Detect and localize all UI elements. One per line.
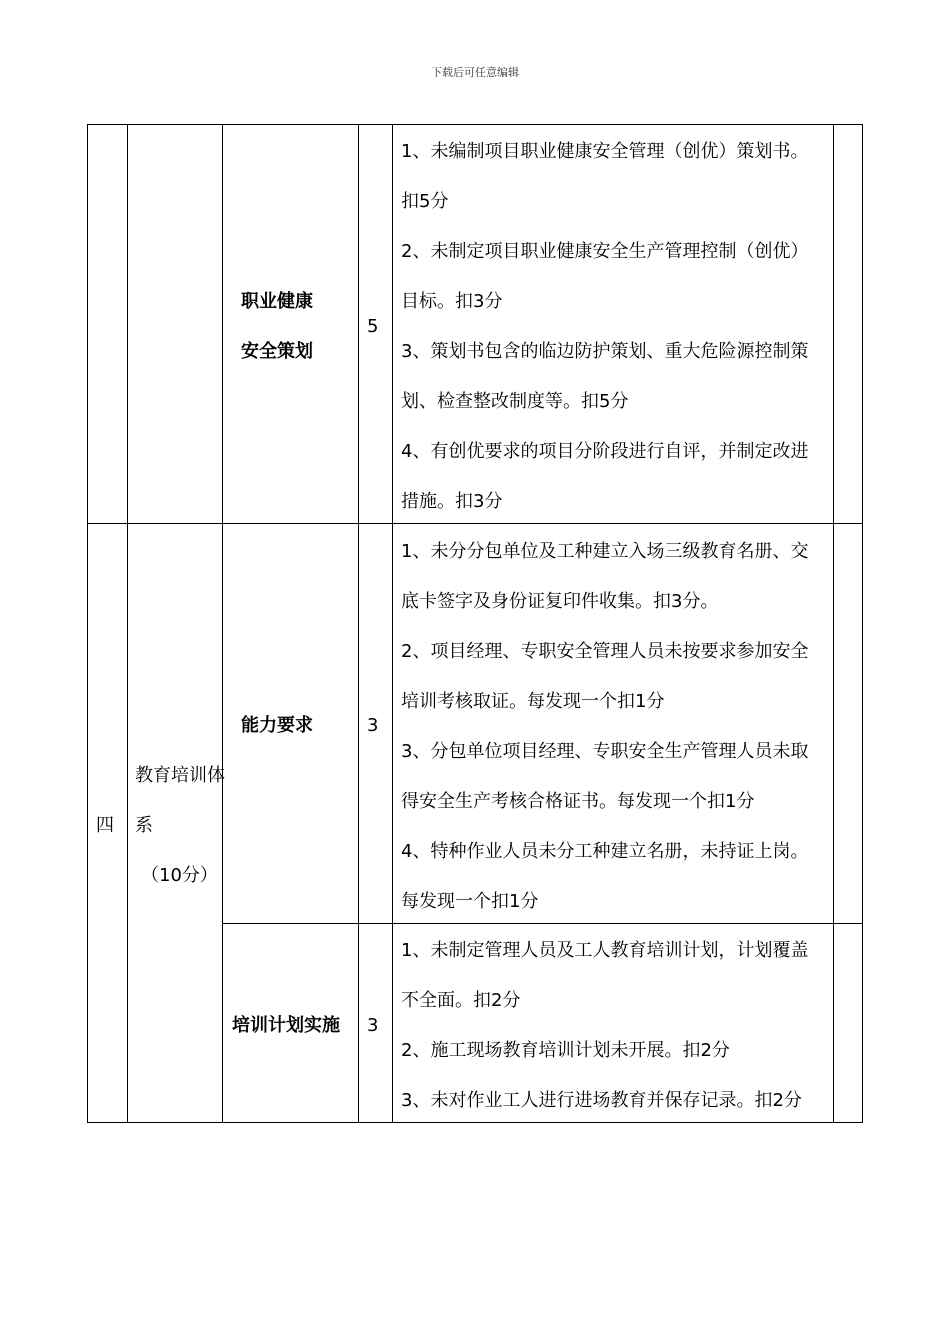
- row3-score: 3: [367, 1015, 379, 1036]
- category-line3: （10分）: [141, 865, 218, 886]
- row-divider-1: [87, 523, 863, 524]
- col-divider-score: [392, 124, 393, 1123]
- section-number: 四: [96, 815, 114, 836]
- row1-criteria-line3: 2、未制定项目职业健康安全生产管理控制（创优）: [401, 241, 809, 262]
- row1-criteria-line8: 措施。扣3分: [401, 491, 503, 512]
- row3-criteria-line1: 1、未制定管理人员及工人教育培训计划，计划覆盖: [401, 940, 809, 961]
- row2-score: 3: [367, 715, 379, 736]
- row3-criteria-line4: 3、未对作业工人进行进场教育并保存记录。扣2分: [401, 1090, 802, 1111]
- table-border-bottom: [87, 1122, 863, 1123]
- page-header: 下载后可任意编辑: [431, 66, 519, 79]
- row1-criteria-line2: 扣5分: [401, 191, 449, 212]
- table-border-left: [87, 124, 88, 1123]
- row2-criteria-line1: 1、未分分包单位及工种建立入场三级教育名册、交: [401, 541, 809, 562]
- category-line1: 教育培训体: [135, 765, 225, 786]
- row2-item: 能力要求: [241, 715, 313, 736]
- row1-score: 5: [367, 316, 379, 337]
- row1-item-line1: 职业健康: [241, 291, 313, 312]
- assessment-table: [87, 124, 863, 1123]
- row1-criteria-line7: 4、有创优要求的项目分阶段进行自评，并制定改进: [401, 441, 809, 462]
- row1-criteria-line1: 1、未编制项目职业健康安全管理（创优）策划书。: [401, 141, 809, 162]
- table-border-top: [87, 124, 863, 125]
- row1-criteria-line4: 目标。扣3分: [401, 291, 503, 312]
- row2-criteria-line5: 3、分包单位项目经理、专职安全生产管理人员未取: [401, 741, 809, 762]
- row1-criteria-line5: 3、策划书包含的临边防护策划、重大危险源控制策: [401, 341, 809, 362]
- row2-criteria-line4: 培训考核取证。每发现一个扣1分: [401, 691, 665, 712]
- row2-criteria-line3: 2、项目经理、专职安全管理人员未按要求参加安全: [401, 641, 809, 662]
- col-divider-criteria: [833, 124, 834, 1123]
- row2-criteria-line2: 底卡签字及身份证复印件收集。扣3分。: [401, 591, 719, 612]
- col-divider-seq: [127, 124, 128, 1123]
- row2-criteria-line6: 得安全生产考核合格证书。每发现一个扣1分: [401, 791, 755, 812]
- row1-item-line2: 安全策划: [241, 341, 313, 362]
- table-border-right: [862, 124, 863, 1123]
- row2-criteria-line8: 每发现一个扣1分: [401, 891, 539, 912]
- row-divider-2: [222, 923, 863, 924]
- row3-criteria-line3: 2、施工现场教育培训计划未开展。扣2分: [401, 1040, 730, 1061]
- col-divider-item: [358, 124, 359, 1123]
- category-line2: 系: [135, 815, 153, 836]
- row2-criteria-line7: 4、特种作业人员未分工种建立名册，未持证上岗。: [401, 841, 809, 862]
- col-divider-category: [222, 124, 223, 1123]
- row3-criteria-line2: 不全面。扣2分: [401, 990, 521, 1011]
- row1-criteria-line6: 划、检查整改制度等。扣5分: [401, 391, 629, 412]
- row3-item: 培训计划实施: [232, 1015, 340, 1036]
